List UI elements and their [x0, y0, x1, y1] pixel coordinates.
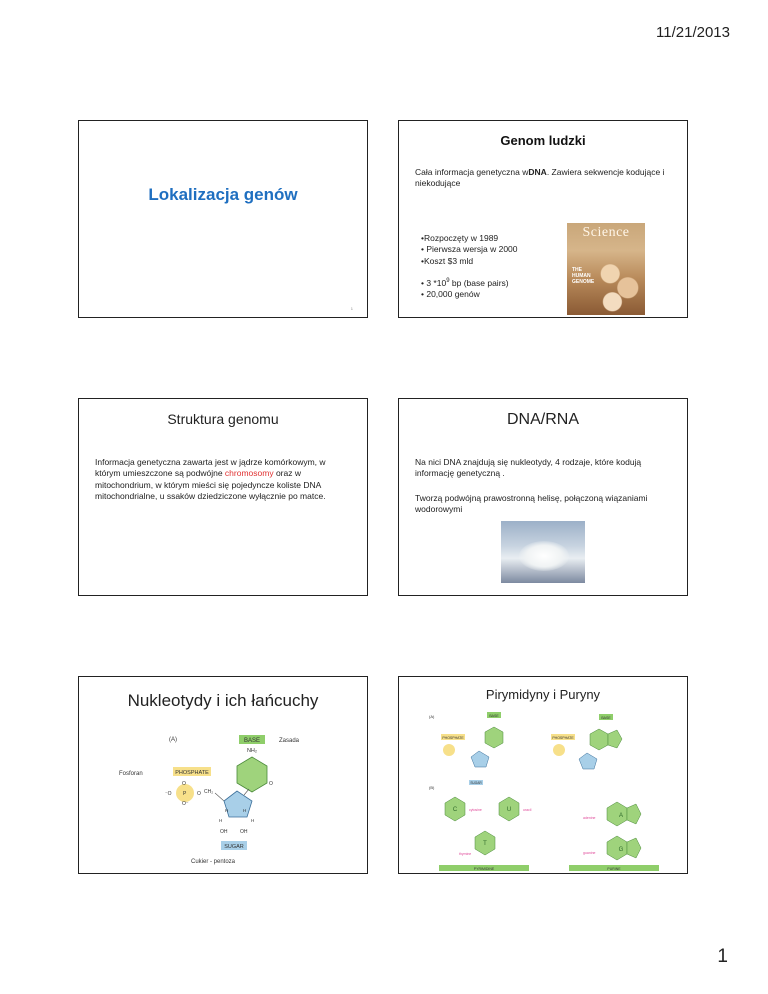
slide-title: Nukleotydy i ich łańcuchy: [127, 691, 319, 710]
svg-text:P: P: [183, 791, 187, 797]
svg-text:O⁻: O⁻: [182, 801, 189, 807]
phosphate-label-2: PHOSPHATE: [552, 736, 574, 740]
svg-text:O: O: [197, 791, 201, 797]
facts-list: [421, 233, 518, 267]
adenine-label: adenine: [583, 816, 596, 820]
fosforan-label: Fosforan: [119, 771, 143, 777]
facts-list-2: [421, 277, 509, 301]
h-label: H: [225, 808, 229, 813]
o-label: O: [269, 781, 273, 787]
list-item: • 20,000 genów: [421, 289, 480, 300]
svg-text:H: H: [251, 818, 255, 823]
slide-genom-ludzki: [398, 120, 688, 318]
base-label: BASE: [243, 738, 261, 744]
phosphate-circle-2: [553, 744, 565, 756]
slide-title: Pirymidyny i Puryny: [485, 687, 601, 702]
dna-beaker-photo: [501, 521, 585, 583]
c-letter: C: [452, 807, 458, 813]
nucleotide-diagram: [79, 677, 368, 874]
sugar-label: SUGAR: [470, 781, 482, 785]
oh2-label: OH: [240, 829, 248, 835]
svg-text:H: H: [243, 808, 247, 813]
page-number: 1: [717, 946, 728, 967]
panel-label: (A): [169, 737, 177, 743]
slide-number: 1: [350, 306, 353, 311]
guanine-ring-5: [627, 838, 641, 858]
slide-lokalizacja: [78, 120, 368, 318]
thymine-label: thymine: [459, 852, 472, 856]
science-cover-image: [567, 223, 645, 315]
list-item: •Koszt $3 mld: [421, 255, 474, 266]
guanine-ring-6: [607, 836, 627, 860]
zasada-label: Zasada: [279, 738, 300, 744]
uracil-label: uracil: [523, 808, 532, 812]
list-item: • 3 $*10^9$ bp (base pairs): [421, 277, 509, 288]
purine-ring-6: [590, 729, 608, 750]
pyrimidine-label: PYRIMIDINE: [473, 867, 495, 871]
t-letter: T: [483, 841, 487, 847]
slide-dna-rna: [398, 398, 688, 596]
ch2-label: CH₂: [204, 789, 214, 795]
u-letter: U: [506, 807, 512, 813]
list-item: •Rozpoczęty w 1989: [421, 233, 499, 243]
adenine-ring-6: [607, 802, 627, 826]
slide-paragraph: Na nici DNA znajdują się nukleotydy, 4 rodzaje, które kodują informację genetyczną .: [415, 457, 642, 479]
purine-label: PURINE: [607, 867, 621, 871]
sugar-ring: [471, 751, 489, 767]
cover-subtitle: THE HUMAN GENOME: [572, 267, 595, 285]
g-letter: G: [618, 847, 624, 853]
purine-ring-5: [608, 730, 622, 748]
cukier-label: Cukier - pentoza: [191, 859, 236, 865]
slide-title: Lokalizacja genów: [148, 185, 298, 204]
slide-title: Struktura genomu: [167, 411, 279, 427]
base-label: BASE: [489, 714, 499, 718]
slide-title: DNA/RNA: [506, 411, 579, 428]
svg-text:H: H: [219, 818, 223, 823]
oh1-label: OH: [220, 829, 228, 835]
panel-a-label: (A): [429, 714, 435, 719]
base-label-2: BASE: [601, 716, 611, 720]
base-ring: [237, 757, 267, 792]
list-item: • Pierwsza wersja w 2000: [421, 244, 518, 255]
cytosine-label: cytosine: [469, 808, 482, 812]
cover-title: Science: [582, 225, 630, 240]
phosphate-circle: [443, 744, 455, 756]
phosphate-label: PHOSPHATE: [175, 770, 209, 776]
sugar-ring: [224, 791, 252, 817]
slide-title: Genom ludzki: [500, 133, 586, 148]
slide-paragraph: Tworzą podwójną prawostronną helisę, połączoną wiązaniami wodorowymi: [415, 493, 648, 515]
guanine-label: guanine: [583, 851, 596, 855]
base-ring: [485, 727, 503, 748]
svg-text:⁻O: ⁻O: [165, 791, 172, 797]
panel-b-label: (B): [429, 785, 435, 790]
slide-pirymidyny-puryny: [398, 676, 688, 874]
slide-intro: Cała informacja genetyczna wDNA. Zawiera sekwencje kodujące i niekodujące: [415, 167, 665, 189]
slide-body: Informacja genetyczna zawarta jest w jądrze komórkowym, w którym umieszczone są podwójne chromosomy oraz w mitochondrium, w którym mieści się pojedyncze koliste DNA mitochondrialne, u ssaków dziedziczone wyłącznie po matce.: [95, 457, 326, 502]
sugar-label: SUGAR: [224, 844, 244, 850]
slide-struktura-genomu: [78, 398, 368, 596]
bases-diagram: [399, 677, 688, 874]
a-letter: A: [618, 813, 624, 819]
header-date: 11/21/2013: [656, 24, 730, 41]
slide-nukleotydy: [78, 676, 368, 874]
sugar-ring-2: [579, 753, 597, 769]
phosphate-label: PHOSPHATE: [442, 736, 464, 740]
svg-text:O: O: [182, 781, 186, 787]
dna-precipitate: [519, 541, 569, 571]
adenine-ring-5: [627, 804, 641, 824]
nh2-label: NH₂: [246, 748, 258, 754]
cover-faces: [597, 257, 641, 313]
